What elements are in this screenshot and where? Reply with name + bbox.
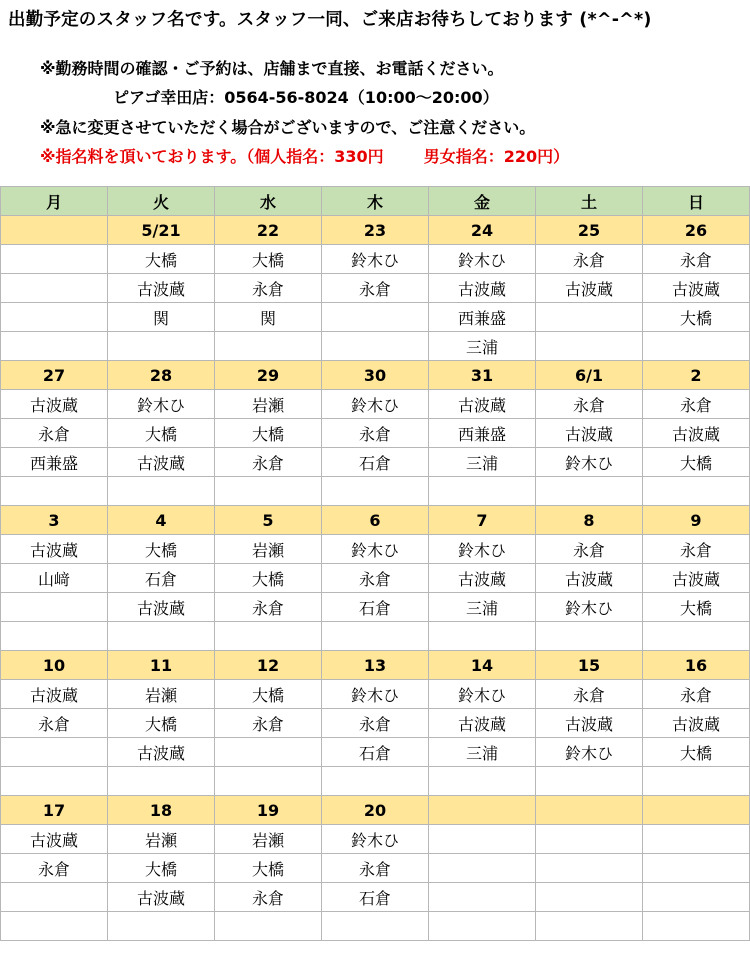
staff-cell: 古波蔵 bbox=[643, 564, 750, 593]
staff-cell: 鈴木ひ bbox=[429, 680, 536, 709]
staff-row bbox=[1, 390, 750, 419]
schedule-body bbox=[1, 187, 750, 941]
date-cell: 10 bbox=[1, 651, 108, 680]
date-cell: 11 bbox=[108, 651, 215, 680]
staff-cell: 古波蔵 bbox=[643, 709, 750, 738]
staff-cell: 山﨑 bbox=[1, 564, 108, 593]
date-cell: 14 bbox=[429, 651, 536, 680]
staff-cell: 永倉 bbox=[322, 419, 429, 448]
date-cell: 28 bbox=[108, 361, 215, 390]
staff-cell: 大橋 bbox=[215, 680, 322, 709]
staff-cell: 永倉 bbox=[215, 274, 322, 303]
staff-cell bbox=[536, 477, 643, 506]
staff-row bbox=[1, 245, 750, 274]
staff-cell bbox=[536, 912, 643, 941]
staff-cell: 西兼盛 bbox=[1, 448, 108, 477]
nomination-fee-notice bbox=[40, 144, 569, 167]
date-cell: 8 bbox=[536, 506, 643, 535]
staff-cell: 大橋 bbox=[215, 419, 322, 448]
date-cell bbox=[536, 796, 643, 825]
staff-cell: 鈴木ひ bbox=[322, 245, 429, 274]
staff-cell: 鈴木ひ bbox=[108, 390, 215, 419]
staff-row bbox=[1, 448, 750, 477]
staff-cell: 三浦 bbox=[429, 593, 536, 622]
staff-cell: 永倉 bbox=[215, 593, 322, 622]
staff-cell bbox=[322, 912, 429, 941]
staff-cell: 大橋 bbox=[643, 738, 750, 767]
staff-cell: 古波蔵 bbox=[108, 274, 215, 303]
staff-cell: 岩瀬 bbox=[108, 825, 215, 854]
staff-cell bbox=[536, 332, 643, 361]
staff-cell: 鈴木ひ bbox=[322, 535, 429, 564]
date-cell: 6/1 bbox=[536, 361, 643, 390]
staff-cell bbox=[322, 767, 429, 796]
staff-cell: 鈴木ひ bbox=[536, 738, 643, 767]
staff-row bbox=[1, 709, 750, 738]
staff-row bbox=[1, 332, 750, 361]
date-cell: 3 bbox=[1, 506, 108, 535]
change-notice: ※急に変更させていただく場合がございますので、ご注意ください。 bbox=[40, 118, 536, 137]
staff-cell: 大橋 bbox=[215, 245, 322, 274]
staff-cell: 古波蔵 bbox=[643, 274, 750, 303]
staff-cell bbox=[108, 767, 215, 796]
staff-cell: 古波蔵 bbox=[643, 419, 750, 448]
staff-cell: 大橋 bbox=[108, 535, 215, 564]
staff-cell: 永倉 bbox=[536, 535, 643, 564]
staff-schedule-table bbox=[0, 186, 750, 941]
weekday-sat: 土 bbox=[536, 187, 643, 216]
staff-cell bbox=[215, 477, 322, 506]
pair-fee-text: 男女指名：220円） bbox=[423, 147, 570, 166]
staff-row bbox=[1, 854, 750, 883]
weekday-mon: 月 bbox=[1, 187, 108, 216]
date-cell: 27 bbox=[1, 361, 108, 390]
staff-cell: 鈴木ひ bbox=[429, 245, 536, 274]
date-cell: 5/21 bbox=[108, 216, 215, 245]
staff-cell: 古波蔵 bbox=[1, 390, 108, 419]
staff-row bbox=[1, 564, 750, 593]
staff-cell bbox=[643, 854, 750, 883]
staff-cell: 大橋 bbox=[643, 448, 750, 477]
staff-cell: 永倉 bbox=[215, 448, 322, 477]
staff-cell bbox=[643, 767, 750, 796]
staff-cell: 岩瀬 bbox=[108, 680, 215, 709]
staff-cell bbox=[536, 767, 643, 796]
staff-cell: 古波蔵 bbox=[429, 564, 536, 593]
staff-cell: 古波蔵 bbox=[429, 390, 536, 419]
date-cell: 19 bbox=[215, 796, 322, 825]
staff-cell: 鈴木ひ bbox=[322, 825, 429, 854]
date-cell: 9 bbox=[643, 506, 750, 535]
staff-row bbox=[1, 738, 750, 767]
staff-cell bbox=[1, 622, 108, 651]
staff-cell: 永倉 bbox=[1, 709, 108, 738]
staff-cell bbox=[322, 303, 429, 332]
date-cell: 18 bbox=[108, 796, 215, 825]
staff-cell bbox=[1, 912, 108, 941]
staff-cell: 岩瀬 bbox=[215, 535, 322, 564]
date-cell bbox=[643, 796, 750, 825]
store-phone-note: ピアゴ幸田店：0564-56-8024（10:00～20:00） bbox=[113, 88, 499, 107]
staff-cell bbox=[108, 912, 215, 941]
staff-cell: 永倉 bbox=[643, 245, 750, 274]
date-cell: 2 bbox=[643, 361, 750, 390]
staff-cell: 古波蔵 bbox=[429, 709, 536, 738]
schedule-header bbox=[0, 0, 750, 186]
staff-cell: 西兼盛 bbox=[429, 303, 536, 332]
weekday-fri: 金 bbox=[429, 187, 536, 216]
staff-cell: 永倉 bbox=[322, 274, 429, 303]
staff-row bbox=[1, 274, 750, 303]
date-cell: 23 bbox=[322, 216, 429, 245]
staff-cell bbox=[643, 912, 750, 941]
date-cell: 13 bbox=[322, 651, 429, 680]
staff-cell bbox=[108, 622, 215, 651]
date-cell: 4 bbox=[108, 506, 215, 535]
staff-row bbox=[1, 477, 750, 506]
staff-cell: 永倉 bbox=[1, 854, 108, 883]
staff-cell: 鈴木ひ bbox=[322, 680, 429, 709]
staff-cell bbox=[1, 593, 108, 622]
staff-row bbox=[1, 912, 750, 941]
staff-cell bbox=[429, 883, 536, 912]
date-cell: 26 bbox=[643, 216, 750, 245]
weekday-header-row bbox=[1, 187, 750, 216]
staff-cell bbox=[1, 274, 108, 303]
staff-cell: 永倉 bbox=[215, 883, 322, 912]
staff-cell bbox=[322, 332, 429, 361]
staff-cell bbox=[536, 883, 643, 912]
staff-cell bbox=[1, 767, 108, 796]
staff-row bbox=[1, 825, 750, 854]
staff-cell: 大橋 bbox=[108, 709, 215, 738]
staff-cell: 永倉 bbox=[643, 680, 750, 709]
staff-row bbox=[1, 419, 750, 448]
staff-cell: 石倉 bbox=[322, 448, 429, 477]
staff-cell: 大橋 bbox=[108, 419, 215, 448]
staff-cell: 大橋 bbox=[108, 854, 215, 883]
staff-row bbox=[1, 535, 750, 564]
staff-cell: 古波蔵 bbox=[536, 274, 643, 303]
staff-cell: 古波蔵 bbox=[536, 709, 643, 738]
date-cell: 24 bbox=[429, 216, 536, 245]
staff-cell: 永倉 bbox=[536, 390, 643, 419]
staff-cell: 古波蔵 bbox=[1, 680, 108, 709]
date-cell: 25 bbox=[536, 216, 643, 245]
staff-cell bbox=[1, 245, 108, 274]
date-cell bbox=[429, 796, 536, 825]
staff-cell: 鈴木ひ bbox=[536, 593, 643, 622]
date-cell: 30 bbox=[322, 361, 429, 390]
staff-cell: 関 bbox=[215, 303, 322, 332]
staff-cell bbox=[322, 622, 429, 651]
staff-row bbox=[1, 680, 750, 709]
weekday-wed: 水 bbox=[215, 187, 322, 216]
staff-row bbox=[1, 622, 750, 651]
staff-cell: 古波蔵 bbox=[1, 825, 108, 854]
staff-cell: 古波蔵 bbox=[108, 883, 215, 912]
staff-row bbox=[1, 593, 750, 622]
staff-cell: 古波蔵 bbox=[536, 564, 643, 593]
date-cell: 7 bbox=[429, 506, 536, 535]
staff-row bbox=[1, 883, 750, 912]
staff-cell bbox=[429, 477, 536, 506]
staff-cell bbox=[643, 883, 750, 912]
date-cell bbox=[1, 216, 108, 245]
staff-cell bbox=[429, 622, 536, 651]
date-row bbox=[1, 796, 750, 825]
individual-fee-text: ※指名料を頂いております。（個人指名：330円 bbox=[40, 147, 384, 166]
date-cell: 29 bbox=[215, 361, 322, 390]
staff-cell bbox=[215, 622, 322, 651]
staff-cell: 永倉 bbox=[643, 390, 750, 419]
staff-cell bbox=[322, 477, 429, 506]
staff-cell bbox=[536, 303, 643, 332]
staff-cell: 三浦 bbox=[429, 448, 536, 477]
staff-row bbox=[1, 303, 750, 332]
date-cell: 12 bbox=[215, 651, 322, 680]
staff-cell: 永倉 bbox=[215, 709, 322, 738]
staff-cell: 永倉 bbox=[1, 419, 108, 448]
staff-cell: 石倉 bbox=[322, 883, 429, 912]
date-cell: 22 bbox=[215, 216, 322, 245]
staff-cell: 石倉 bbox=[322, 738, 429, 767]
staff-cell: 三浦 bbox=[429, 332, 536, 361]
staff-cell: 大橋 bbox=[108, 245, 215, 274]
staff-cell bbox=[536, 854, 643, 883]
staff-cell bbox=[429, 854, 536, 883]
date-row bbox=[1, 506, 750, 535]
date-cell: 6 bbox=[322, 506, 429, 535]
date-cell: 31 bbox=[429, 361, 536, 390]
staff-row bbox=[1, 767, 750, 796]
staff-cell: 岩瀬 bbox=[215, 825, 322, 854]
page-title: 出勤予定のスタッフ名です。スタッフ一同、ご来店お待ちしております (*^-^*) bbox=[8, 10, 652, 30]
staff-cell bbox=[429, 767, 536, 796]
staff-cell bbox=[643, 825, 750, 854]
staff-cell: 永倉 bbox=[536, 245, 643, 274]
staff-cell bbox=[536, 622, 643, 651]
staff-cell: 古波蔵 bbox=[536, 419, 643, 448]
staff-cell bbox=[643, 477, 750, 506]
date-row bbox=[1, 651, 750, 680]
staff-cell: 大橋 bbox=[643, 303, 750, 332]
staff-cell bbox=[215, 738, 322, 767]
staff-cell: 古波蔵 bbox=[429, 274, 536, 303]
staff-cell: 永倉 bbox=[322, 564, 429, 593]
staff-cell bbox=[1, 477, 108, 506]
staff-cell: 大橋 bbox=[215, 564, 322, 593]
date-row bbox=[1, 361, 750, 390]
date-cell: 5 bbox=[215, 506, 322, 535]
staff-cell bbox=[215, 767, 322, 796]
reservation-note: ※勤務時間の確認・ご予約は、店舗まで直接、お電話ください。 bbox=[40, 59, 504, 78]
staff-cell bbox=[108, 332, 215, 361]
staff-cell: 鈴木ひ bbox=[536, 448, 643, 477]
staff-cell bbox=[1, 332, 108, 361]
staff-cell: 三浦 bbox=[429, 738, 536, 767]
staff-cell bbox=[108, 477, 215, 506]
staff-cell: 永倉 bbox=[643, 535, 750, 564]
staff-cell: 古波蔵 bbox=[108, 593, 215, 622]
staff-cell: 永倉 bbox=[322, 709, 429, 738]
staff-cell bbox=[1, 738, 108, 767]
date-row bbox=[1, 216, 750, 245]
staff-cell: 大橋 bbox=[215, 854, 322, 883]
staff-cell bbox=[215, 332, 322, 361]
staff-cell: 大橋 bbox=[643, 593, 750, 622]
date-cell: 16 bbox=[643, 651, 750, 680]
staff-cell: 古波蔵 bbox=[108, 738, 215, 767]
staff-cell: 古波蔵 bbox=[108, 448, 215, 477]
staff-cell bbox=[536, 825, 643, 854]
staff-cell bbox=[215, 912, 322, 941]
date-cell: 20 bbox=[322, 796, 429, 825]
staff-cell: 石倉 bbox=[108, 564, 215, 593]
staff-cell bbox=[643, 332, 750, 361]
staff-cell bbox=[643, 622, 750, 651]
staff-cell: 岩瀬 bbox=[215, 390, 322, 419]
staff-cell bbox=[429, 912, 536, 941]
staff-cell: 関 bbox=[108, 303, 215, 332]
weekday-thu: 木 bbox=[322, 187, 429, 216]
staff-cell bbox=[429, 825, 536, 854]
weekday-tue: 火 bbox=[108, 187, 215, 216]
staff-cell: 鈴木ひ bbox=[322, 390, 429, 419]
staff-cell bbox=[1, 303, 108, 332]
staff-cell bbox=[1, 883, 108, 912]
staff-cell: 石倉 bbox=[322, 593, 429, 622]
staff-cell: 古波蔵 bbox=[1, 535, 108, 564]
weekday-sun: 日 bbox=[643, 187, 750, 216]
staff-cell: 永倉 bbox=[536, 680, 643, 709]
staff-cell: 西兼盛 bbox=[429, 419, 536, 448]
staff-cell: 永倉 bbox=[322, 854, 429, 883]
date-cell: 17 bbox=[1, 796, 108, 825]
staff-cell: 鈴木ひ bbox=[429, 535, 536, 564]
date-cell: 15 bbox=[536, 651, 643, 680]
